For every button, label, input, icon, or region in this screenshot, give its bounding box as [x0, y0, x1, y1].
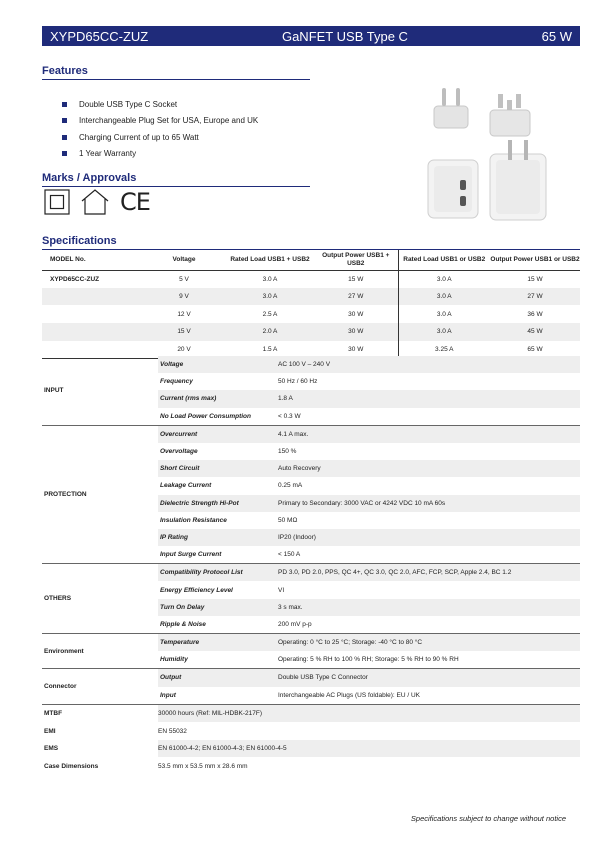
column-header: MODEL No.: [42, 250, 142, 270]
table-row: 15 V 2.0 A 30 W 3.0 A 45 W: [42, 323, 580, 341]
class-ii-icon: [44, 189, 70, 215]
marks-rule: [42, 186, 310, 187]
list-item: Double USB Type C Socket: [62, 96, 258, 113]
others-group: [42, 564, 580, 634]
mtbf-row: MTBF 30000 hours (Ref: MIL-HDBK-217F): [42, 705, 580, 723]
footer-note: Specifications subject to change without notice: [410, 814, 566, 823]
table-row: 12 V 2.5 A 30 W 3.0 A 36 W: [42, 305, 580, 323]
group-label: INPUT: [44, 386, 64, 394]
protection-group: [42, 426, 580, 565]
column-header: Output Power USB1 or USB2: [490, 250, 580, 270]
connector-group: [42, 669, 580, 704]
features-title: Features: [42, 65, 88, 77]
table-row: Overcurrent 4.1 A max.: [158, 426, 580, 443]
list-item: Interchangeable Plug Set for USA, Europe and UK: [62, 113, 258, 130]
table-header-row: [42, 250, 580, 270]
table-row: No Load Power Consumption < 0.3 W: [160, 412, 301, 420]
product-image: [420, 80, 555, 240]
column-header: Output Power USB1 + USB2: [314, 250, 398, 270]
table-row: Output Double USB Type C Connector: [158, 669, 580, 686]
table-row: Current (rms max) 1.8 A: [158, 390, 580, 407]
table-row: Short Circuit Auto Recovery: [158, 460, 580, 477]
indoor-use-icon: [80, 188, 110, 216]
table-row: Humidity Operating: 5 % RH to 100 % RH; Storage: 5 % RH to 90 % RH: [160, 656, 459, 664]
specifications-title: Specifications: [42, 235, 117, 247]
marks-title: Marks / Approvals: [42, 172, 137, 184]
table-row: Leakage Current 0.25 mA: [160, 482, 303, 490]
input-group: [42, 356, 580, 426]
table-row: Input Interchangeable AC Plugs (US foldable): EU / UK: [160, 691, 420, 699]
table-row: Temperature Operating: 0 °C to 25 °C; Storage: -40 °C to 80 °C: [158, 634, 580, 651]
column-header: Rated Load USB1 or USB2: [398, 250, 490, 270]
header-bar: [42, 26, 580, 46]
table-row: Ripple & Noise 200 mV p-p: [160, 620, 312, 628]
table-row: Frequency 50 Hz / 60 Hz: [160, 378, 318, 386]
group-label: Connector: [44, 683, 77, 691]
output-table: [42, 250, 580, 359]
group-label: Environment: [44, 647, 84, 655]
bullet-icon: [62, 102, 67, 107]
bullet-icon: [62, 118, 67, 123]
list-item: 1 Year Warranty: [62, 146, 258, 163]
header-product: GaNFET USB Type C: [281, 28, 408, 44]
table-row: XYPD65CC-ZUZ 5 V 3.0 A 15 W 3.0 A 15 W: [42, 270, 580, 288]
table-row: Turn On Delay 3 s max.: [158, 599, 580, 616]
table-row: 9 V 3.0 A 27 W 3.0 A 27 W: [42, 288, 580, 306]
table-row: Dielectric Strength Hi-Pot Primary to Secondary: 3000 VAC or 4242 VDC 10 mA 60s: [158, 495, 580, 512]
ce-mark-icon: CE: [120, 188, 150, 216]
table-row: 20 V 1.5 A 30 W 3.25 A 65 W: [42, 341, 580, 359]
table-row: Insulation Resistance 50 MΩ: [160, 516, 298, 524]
column-header: Rated Load USB1 + USB2: [226, 250, 314, 270]
table-row: IP Rating IP20 (Indoor): [158, 529, 580, 546]
case-dimensions-row: Case Dimensions 53.5 mm x 53.5 mm x 28.6 mm: [44, 762, 248, 770]
emi-row: EMI EN 55032: [44, 727, 187, 735]
group-label: OTHERS: [44, 595, 72, 603]
environment-group: [42, 634, 580, 669]
bullet-icon: [62, 135, 67, 140]
bullet-icon: [62, 151, 67, 156]
feature-list: [62, 96, 258, 162]
list-item: Charging Current of up to 65 Watt: [62, 129, 258, 146]
features-rule: [42, 79, 310, 80]
table-row: Compatibility Protocol List PD 3.0, PD 2.0, PPS, QC 4+, QC 3.0, QC 2.0, AFC, FCP, SCP, Apple 2.4, BC 1.2: [158, 564, 580, 581]
table-row: Input Surge Current < 150 A: [160, 551, 301, 559]
table-row: Overvoltage 150 %: [160, 448, 297, 456]
ems-row: EMS EN 61000-4-2; EN 61000-4-3; EN 61000-4-5: [42, 740, 580, 758]
column-header: Voltage: [142, 250, 226, 270]
table-row: Voltage AC 100 V – 240 V: [158, 356, 580, 373]
header-model: XYPD65CC-ZUZ: [50, 28, 149, 44]
marks-row: [44, 188, 150, 216]
table-row: Energy Efficiency Level VI: [160, 586, 285, 594]
header-power: 65 W: [541, 28, 572, 44]
group-label: PROTECTION: [44, 491, 87, 498]
details-table: [42, 356, 580, 775]
